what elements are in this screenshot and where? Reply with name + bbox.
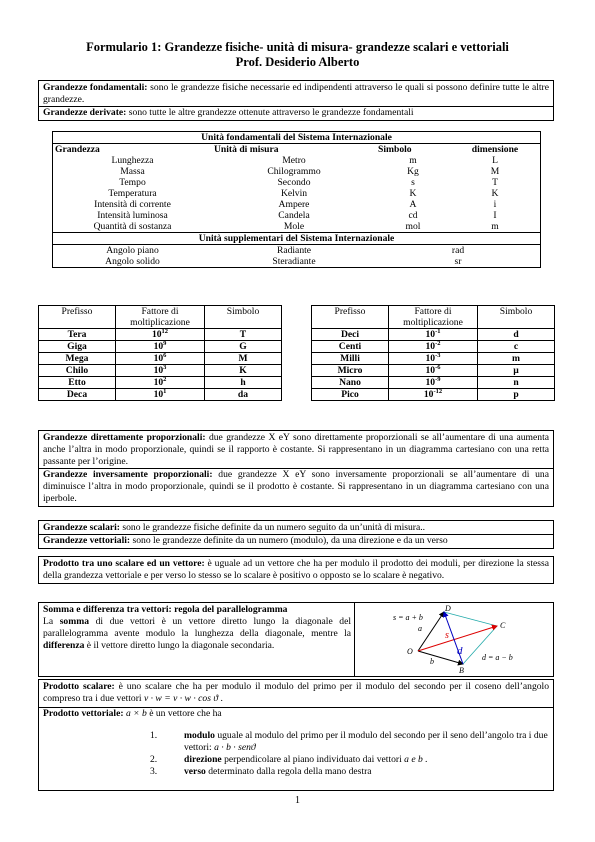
table-row [312, 353, 555, 365]
label-a: a [418, 624, 422, 633]
scalari-def: Grandezze scalari: sono le grandezze fisiche definite da un numero seguito da un’unità di misura.. [43, 522, 426, 533]
table-cell: sr [454, 256, 462, 267]
table-row [53, 210, 541, 221]
prefix-name: Deci [312, 329, 389, 341]
fondamentali-text: sono le grandezze fisiche necessarie ed indipendenti attraverso le quali si possono definire tutte le altre grandezze. [43, 82, 549, 105]
list-item: 1. modulo uguale al modulo del primo per il modulo del secondo per il seno dell’angolo tra i due vettori: a · b · senϑ [150, 730, 548, 753]
prefix-name: Tera [39, 329, 116, 341]
prefix-factor: $10^{-1}$ [389, 329, 478, 341]
label-d: d [457, 645, 463, 657]
table-row [39, 353, 282, 365]
prefix-symbol: M [205, 353, 282, 365]
list-item: 2. direzione perpendicolare al piano individuato dai vettori a e b . [150, 754, 428, 765]
si-table-header: Unità fondamentali del Sistema Internazionale [53, 132, 541, 144]
parallelogram-box: Somma e differenza tra vettori: regola del parallelogramma La somma di due vettori è un vettore diretto lungo la diagonale del parallelogramma avente modulo la lunghezza della diagonale, mentre la differenza è il vettore diretto lungo la diagonale secondaria. [38, 602, 554, 677]
somma-title: Somma e differenza tra vettori: regola del parallelogramma [43, 604, 288, 615]
cross-product-properties [150, 730, 550, 778]
inv-prop-def: Grandezze inversamente proporzionali: due grandezze X eY sono inversamente proporzionali se all’aumentare di una diminuisce l’altra in modo proporzionale, quindi se il prodotto è costante. Si rappresentano in un diagramma cartesiano con una iperbole. [39, 468, 553, 505]
table-cell: m [491, 221, 499, 232]
prefix-symbol: K [205, 365, 282, 377]
table-cell: T [492, 177, 498, 188]
prefix-factor: $10^{-2}$ [389, 341, 478, 353]
col-unita: Unità di misura [214, 144, 279, 155]
table-cell: cd [408, 210, 418, 221]
prefix-symbol: h [205, 377, 282, 389]
table-row [312, 365, 555, 377]
table-cell: Mole [283, 221, 305, 232]
table-cell: i [493, 199, 497, 210]
table-cell: I [493, 210, 497, 221]
table-row [39, 377, 282, 389]
prefix-symbol: n [478, 377, 555, 389]
table-cell: Quantità di sostanza [93, 221, 172, 232]
label-B: B [459, 666, 464, 675]
table-cell: Steradiante [272, 256, 316, 267]
col-simbolo: Simbolo [378, 144, 412, 155]
table-cell: mol [405, 221, 421, 232]
prefix-factor: $10^{12}$ [116, 329, 205, 341]
author-line: Prof. Desiderio Alberto [235, 55, 360, 69]
table-cell: Secondo [277, 177, 311, 188]
prefix-factor: $10^2$ [116, 377, 205, 389]
prefix-name: Etto [39, 377, 116, 389]
prefix-name: Centi [312, 341, 389, 353]
prefix-factor: $10^{-12}$ [389, 389, 478, 401]
prefix-name: Nano [312, 377, 389, 389]
table-row [53, 199, 541, 210]
prefix-symbol: da [205, 389, 282, 401]
col-dimensione: dimensione [471, 144, 519, 155]
prefix-name: Mega [39, 353, 116, 365]
table-row [53, 155, 541, 166]
table-cell: Intensità di corrente [94, 199, 171, 210]
label-D: D [445, 604, 451, 613]
page-number: 1 [295, 795, 300, 806]
definitions-box [38, 80, 554, 121]
symbol-col-header: Simbolo [205, 306, 282, 329]
fondamentali-def [43, 82, 549, 106]
table-cell: m [409, 155, 417, 166]
prefix-name: Chilo [39, 365, 116, 377]
table-cell: Radiante [276, 245, 312, 256]
dir-prop-def: Grandezze direttamente proporzionali: due grandezze X eY sono direttamente proporzionali se all’aumentare di una aumenta anche l’altra in modo proporzionale, quindi se il rapporto è costante. Si rappresentano in un diagramma cartesiano con una retta passante per l’origine. [43, 432, 549, 467]
table-cell: Tempo [119, 177, 146, 188]
scalar-product-formula: v · w = v · w · cos ϑ [143, 693, 219, 704]
si-units-table [52, 131, 541, 268]
table-cell: Kelvin [280, 188, 308, 199]
table-cell: Candela [278, 210, 310, 221]
label-C: C [500, 621, 506, 630]
table-row [312, 377, 555, 389]
table-row [53, 221, 541, 233]
prodotto-scalare-def: Prodotto scalare: è uno scalare che ha per modulo il modulo del primo per il modulo del secondo per il coseno dell’angolo compreso tra i due vettori v · w = v · w · cos ϑ . [43, 681, 549, 704]
fondamentali-label: Grandezze fondamentali: [43, 82, 148, 93]
prefix-col-header: Prefisso [312, 306, 389, 329]
prefix-name: Deca [39, 389, 116, 401]
table-row [53, 188, 541, 199]
table-row [39, 365, 282, 377]
table-cell: Angolo piano [106, 245, 159, 256]
table-cell: K [409, 188, 417, 199]
prefix-symbol: m [478, 353, 555, 365]
table-cell: Chilogrammo [267, 166, 321, 177]
prefix-symbol: µ [478, 365, 555, 377]
table-row [312, 341, 555, 353]
prefix-factor: $10^1$ [116, 389, 205, 401]
factor-col-header: Fattore di moltiplicazione [116, 306, 205, 329]
scalar-product-vector-box: Prodotto tra uno scalare ed un vettore: è uguale ad un vettore che ha per modulo il prodotto dei moduli, per direzione la stessa della grandezza vettoriale e per verso lo stesso se lo scalare è positivo o opposto se lo scalare è negativo. [38, 556, 554, 584]
prefix-factor: $10^6$ [116, 353, 205, 365]
table-row [53, 256, 541, 268]
prefix-factor: $10^{-6}$ [389, 365, 478, 377]
table-cell: Kg [407, 166, 419, 177]
table-row [53, 177, 541, 188]
prodotto-vettoriale-def: Prodotto vettoriale: a × b è un vettore che ha [39, 707, 553, 720]
table-row [312, 389, 555, 401]
supp-table-header: Unità supplementari del Sistema Internazionale [53, 233, 541, 245]
table-cell: M [490, 166, 500, 177]
prefix-name: Giga [39, 341, 116, 353]
factor-col-header: Fattore di moltiplicazione [389, 306, 478, 329]
table-cell: Metro [282, 155, 306, 166]
prefix-name: Micro [312, 365, 389, 377]
symbol-col-header: Simbolo [478, 306, 555, 329]
prefix-symbol: c [478, 341, 555, 353]
table-row [39, 341, 282, 353]
prefix-name: Milli [312, 353, 389, 365]
table-cell: Ampere [278, 199, 310, 210]
scalar-vector-box [38, 520, 554, 549]
prefix-col-header: Prefisso [39, 306, 116, 329]
table-cell: Intensità luminosa [97, 210, 168, 221]
prefix-symbol: p [478, 389, 555, 401]
derivate-text: sono tutte le altre grandezze ottenute attraverso le grandezze fondamentali [126, 107, 414, 118]
prefix-factor: $10^3$ [116, 365, 205, 377]
table-cell: Massa [120, 166, 145, 177]
label-s: s [445, 630, 449, 641]
prefix-symbol: G [205, 341, 282, 353]
prefixes-table-left [38, 305, 282, 401]
prefix-factor: $10^9$ [116, 341, 205, 353]
prefix-symbol: T [205, 329, 282, 341]
prefix-symbol: d [478, 329, 555, 341]
prefix-factor: $10^{-9}$ [389, 377, 478, 389]
label-O: O [407, 647, 413, 656]
derivate-def [39, 106, 553, 119]
table-cell: rad [451, 245, 465, 256]
table-cell: L [492, 155, 498, 166]
diff-formula: d = a − b [482, 653, 513, 662]
table-cell: s [411, 177, 415, 188]
table-row [312, 329, 555, 341]
prefix-name: Pico [312, 389, 389, 401]
col-grandezza: Grandezza [55, 144, 100, 155]
derivate-label: Grandezze derivate: [43, 107, 127, 118]
table-cell: K [491, 188, 499, 199]
table-row [53, 166, 541, 177]
prefixes-table-right [311, 305, 555, 401]
table-cell: Angolo solido [105, 256, 160, 267]
cross-product-formula: a × b [125, 708, 147, 719]
prefix-factor: $10^{-3}$ [389, 353, 478, 365]
sum-formula: s = a + b [393, 613, 423, 622]
label-b: b [430, 657, 434, 666]
document-title: Formulario 1: Grandezze fisiche- unità di misura- grandezze scalari e vettoriali [86, 40, 509, 54]
proportionality-box [38, 430, 554, 507]
vettoriali-def: Grandezze vettoriali: sono le grandezze definite da un numero (modulo), da una direzione e da un verso [39, 534, 553, 547]
parallelogram-diagram [360, 604, 550, 676]
table-cell: A [409, 199, 417, 210]
table-cell: Lunghezza [111, 155, 154, 166]
table-row [39, 389, 282, 401]
list-item: 3. verso determinato dalla regola della mano destra [150, 766, 372, 777]
table-row [53, 245, 541, 257]
table-cell: Temperatura [108, 188, 157, 199]
table-row [39, 329, 282, 341]
